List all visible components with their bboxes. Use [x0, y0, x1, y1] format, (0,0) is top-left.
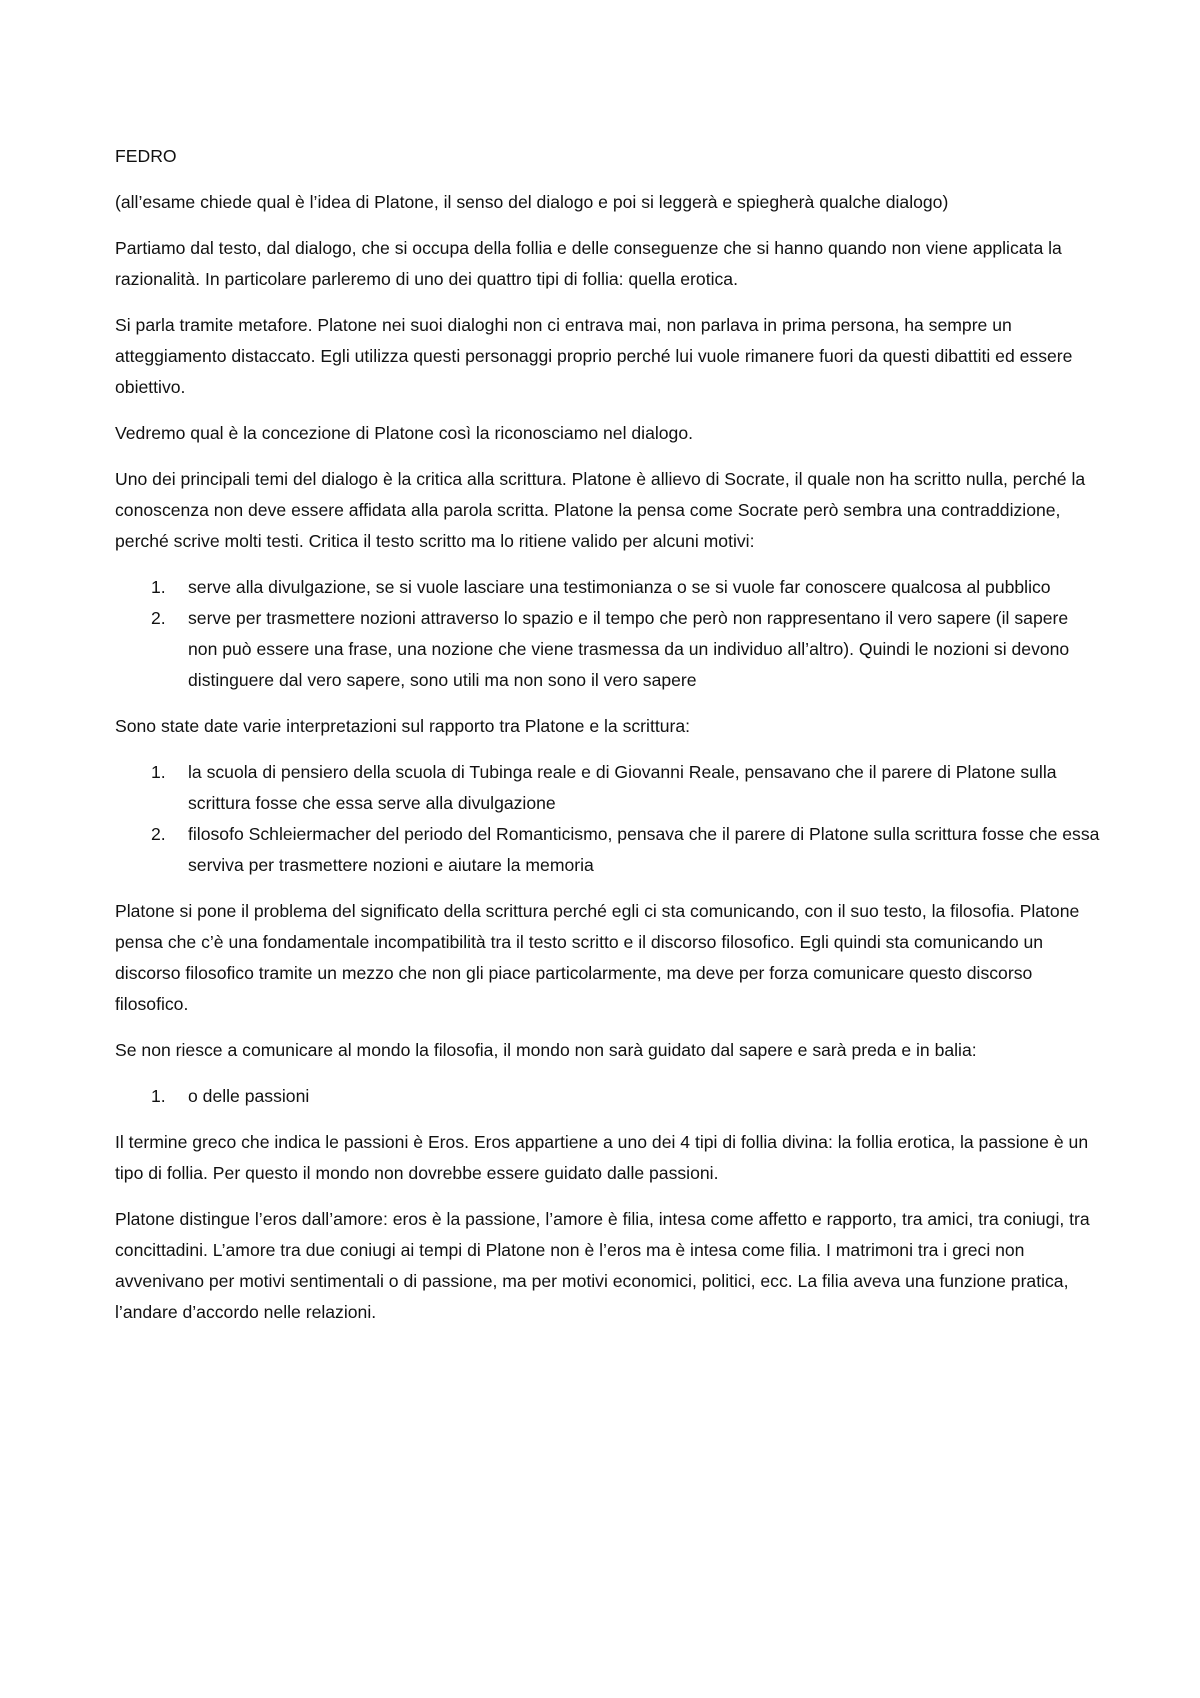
list-number: 1.: [151, 577, 166, 597]
paragraph-eros-filia: Platone distingue l’eros dall’amore: eros è la passione, l’amore è filia, intesa come affetto e rapporto, tra amici, tra coniugi, tra concittadini. L’amore tra due coniugi ai tempi di Platone non è l’eros ma è intesa come filia. I matrimoni tra i greci non avvenivano per motivi sentimentali o di passione, ma per motivi economici, politici, ecc. La filia aveva una funzione pratica, l’andare d’accordo nelle relazioni.: [115, 1209, 1090, 1322]
paragraph-writing-critique: Uno dei principali temi del dialogo è la critica alla scrittura. Platone è allievo di Socrate, il quale non ha scritto nulla, perché la conoscenza non deve essere affidata alla parola scritta. Platone la pensa come Socrate però sembra una contraddizione, perché scrive molti testi. Critica il testo scritto ma lo ritiene valido per alcuni motivi:: [115, 469, 1086, 551]
list-item-text: filosofo Schleiermacher del periodo del Romanticismo, pensava che il parere di Platone sulla scrittura fosse che essa serviva per trasmettere nozioni e aiutare la memoria: [188, 824, 1100, 875]
list-interpretations: [115, 757, 1100, 881]
list-item-text: o delle passioni: [188, 1086, 310, 1106]
list-passions: [115, 1081, 1100, 1112]
document-title: FEDRO: [115, 146, 177, 166]
paragraph-problem: Platone si pone il problema del significato della scrittura perché egli ci sta comunicando, con il suo testo, la filosofia. Platone pensa che c’è una fondamentale incompatibilità tra il testo scritto e il discorso filosofico. Egli quindi sta comunicando un discorso filosofico tramite un mezzo che non gli piace particolarmente, ma deve per forza comunicare questo discorso filosofico.: [115, 901, 1080, 1014]
list-item: [115, 572, 1100, 603]
list-item-text: serve per trasmettere nozioni attraverso lo spazio e il tempo che però non rappresentano il vero sapere (il sapere non può essere una frase, una nozione che viene trasmessa da un individuo all’altro). Quindi le nozioni si devono distinguere dal vero sapere, sono utili ma non sono il vero sapere: [188, 608, 1070, 690]
paragraph-exam-note: (all’esame chiede qual è l’idea di Platone, il senso del dialogo e poi si leggerà e spiegherà qualche dialogo): [115, 192, 949, 212]
list-item: [115, 757, 1100, 819]
list-number: 1.: [151, 1086, 166, 1106]
paragraph-world: Se non riesce a comunicare al mondo la filosofia, il mondo non sarà guidato dal sapere e sarà preda e in balia:: [115, 1040, 977, 1060]
paragraph-eros: Il termine greco che indica le passioni è Eros. Eros appartiene a uno dei 4 tipi di follia divina: la follia erotica, la passione è un tipo di follia. Per questo il mondo non dovrebbe essere guidato dalle passioni.: [115, 1132, 1089, 1183]
list-number: 2.: [151, 824, 166, 844]
document-body: [115, 141, 1100, 1343]
list-item: [115, 1081, 1100, 1112]
paragraph-metaphors: Si parla tramite metafore. Platone nei suoi dialoghi non ci entrava mai, non parlava in prima persona, ha sempre un atteggiamento distaccato. Egli utilizza questi personaggi proprio perché lui vuole rimanere fuori da questi dibattiti ed essere obiettivo.: [115, 315, 1073, 397]
list-item-text: la scuola di pensiero della scuola di Tubinga reale e di Giovanni Reale, pensavano che il parere di Platone sulla scrittura fosse che essa serve alla divulgazione: [188, 762, 1057, 813]
list-reasons: [115, 572, 1100, 696]
paragraph-conception: Vedremo qual è la concezione di Platone così la riconosciamo nel dialogo.: [115, 423, 694, 443]
paragraph-interpretations: Sono state date varie interpretazioni sul rapporto tra Platone e la scrittura:: [115, 716, 691, 736]
list-item: [115, 603, 1100, 696]
list-item: [115, 819, 1100, 881]
list-number: 1.: [151, 762, 166, 782]
list-number: 2.: [151, 608, 166, 628]
list-item-text: serve alla divulgazione, se si vuole lasciare una testimonianza o se si vuole far conoscere qualcosa al pubblico: [188, 577, 1051, 597]
paragraph-intro: Partiamo dal testo, dal dialogo, che si occupa della follia e delle conseguenze che si hanno quando non viene applicata la razionalità. In particolare parleremo di uno dei quattro tipi di follia: quella erotica.: [115, 238, 1062, 289]
